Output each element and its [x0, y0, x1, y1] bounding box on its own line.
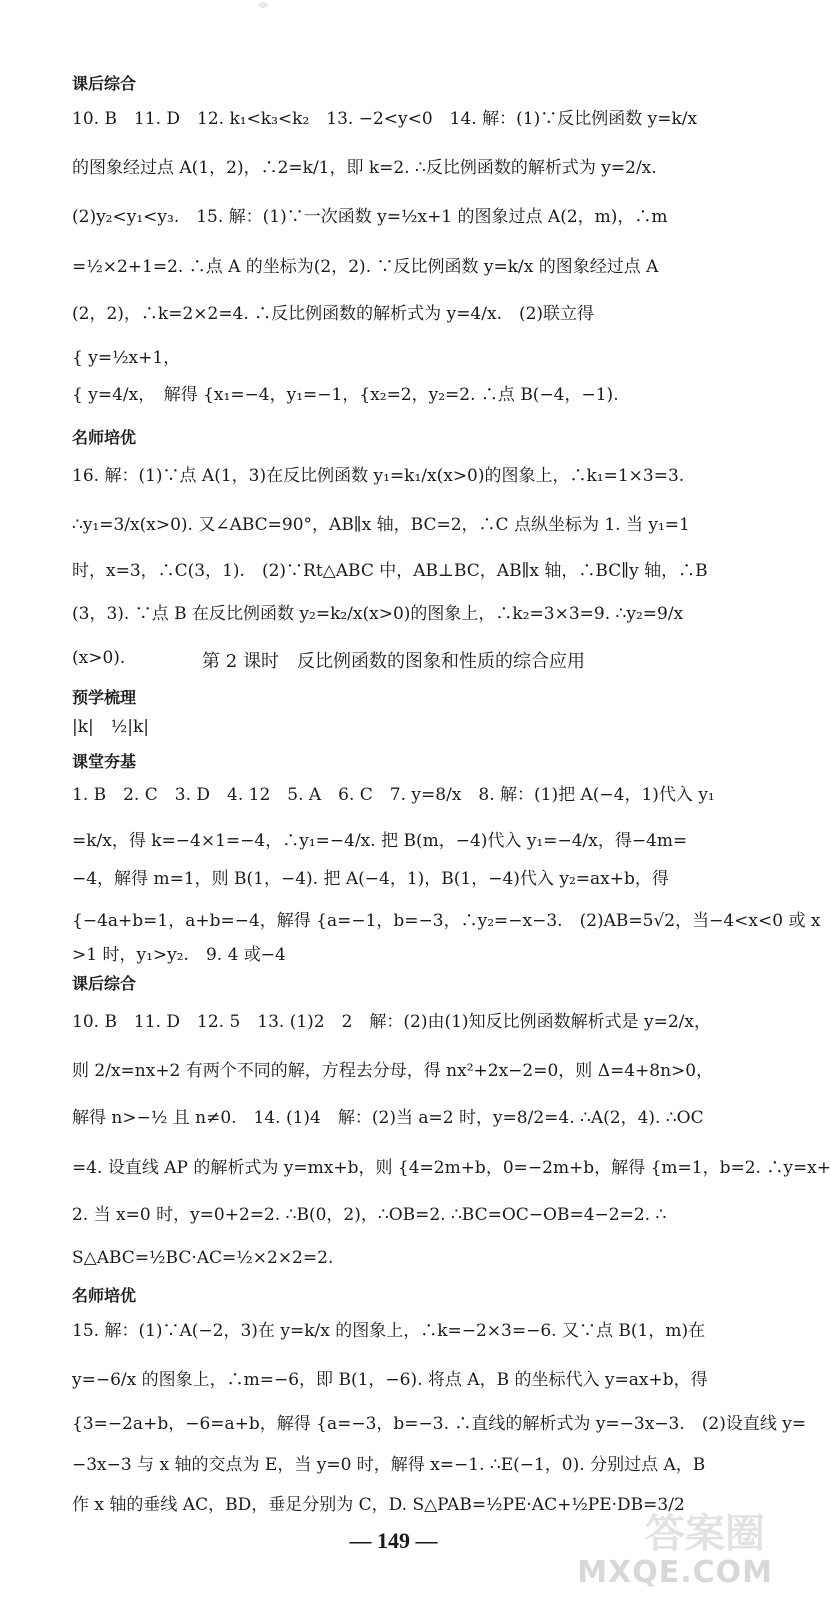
text-line: =k/x，得 k=−4×1=−4，∴y₁=−4/x. 把 B(m，−4)代入 y₁=−4/x，得−4m= — [72, 831, 688, 851]
text-line: −3x−3 与 x 轴的交点为 E，当 y=0 时，解得 x=−1. ∴E(−1，0). 分别过点 A，B — [72, 1455, 706, 1475]
lesson-title: 第 2 课时 反比例函数的图象和性质的综合应用 — [202, 651, 585, 672]
text-line: 解得 n>−½ 且 n≠0. 14. (1)4 解：(2)当 a=2 时，y=8/2=4. ∴A(2，4). ∴OC — [72, 1108, 704, 1128]
section-heading-classroom: 课堂夯基 — [72, 752, 137, 771]
section-heading-master-2: 名师培优 — [72, 1286, 137, 1305]
section-heading-after-class-2: 课后综合 — [72, 974, 137, 993]
watermark-cn: 答案圈 — [645, 1511, 765, 1557]
text-line: ∴y₁=3/x(x>0). 又∠ABC=90°，AB∥x 轴，BC=2，∴C 点纵坐标为 1. 当 y₁=1 — [72, 515, 690, 535]
text-line: { y=½x+1， — [72, 348, 181, 368]
text-line: 10. B 11. D 12. 5 13. (1)2 2 解：(2)由(1)知反比例函数解析式是 y=2/x， — [72, 1012, 711, 1032]
text-line: 15. 解：(1)∵A(−2，3)在 y=k/x 的图象上，∴k=−2×3=−6. 又∵点 B(1，m)在 — [72, 1321, 706, 1341]
text-line: 的图象经过点 A(1，2)，∴2=k/1，即 k=2. ∴反比例函数的解析式为 y=2/x. — [72, 158, 657, 178]
section-heading-after-class: 课后综合 — [72, 74, 137, 93]
text-line: (x>0). — [72, 648, 126, 668]
text-line: y=−6/x 的图象上，∴m=−6，即 B(1，−6). 将点 A，B 的坐标代入 y=ax+b，得 — [72, 1370, 708, 1390]
text-line: 作 x 轴的垂线 AC，BD，垂足分别为 C，D. S△PAB=½PE·AC+½PE·DB=3/2 — [72, 1495, 685, 1515]
section-heading-preview: 预学梳理 — [72, 688, 137, 707]
text-line: (2)y₂<y₁<y₃. 15. 解：(1)∵一次函数 y=½x+1 的图象过点 A(2，m)，∴m — [72, 207, 668, 227]
text-line: −4，解得 m=1，则 B(1，−4). 把 A(−4，1)，B(1，−4)代入 y₂=ax+b，得 — [72, 869, 669, 889]
text-line: {3=−2a+b，−6=a+b，解得 {a=−3，b=−3. ∴直线的解析式为 y=−3x−3. (2)设直线 y= — [72, 1414, 807, 1434]
text-line: =4. 设直线 AP 的解析式为 y=mx+b，则 {4=2m+b，0=−2m+b，解得 {m=1，b=2. ∴y=x+ — [72, 1158, 831, 1178]
text-line: 10. B 11. D 12. k₁<k₃<k₂ 13. −2<y<0 14. 解：(1)∵反比例函数 y=k/x — [72, 109, 698, 129]
watermark-url: MXQE.COM — [577, 1555, 773, 1590]
watermark-logo — [553, 1500, 773, 1596]
text-line: (2，2)，∴k=2×2=4. ∴反比例函数的解析式为 y=4/x. (2)联立得 — [72, 304, 595, 324]
text-line: 则 2/x=nx+2 有两个不同的解，方程去分母，得 nx²+2x−2=0，则 Δ=4+8n>0， — [72, 1061, 714, 1081]
text-line: 2. 当 x=0 时，y=0+2=2. ∴B(0，2)，∴OB=2. ∴BC=OC−OB=4−2=2. ∴ — [72, 1205, 667, 1225]
text-line: (3，3). ∵点 B 在反比例函数 y₂=k₂/x(x>0)的图象上，∴k₂=3×3=9. ∴y₂=9/x — [72, 604, 684, 624]
text-line: >1 时，y₁>y₂. 9. 4 或−4 — [72, 945, 286, 965]
text-line: {−4a+b=1，a+b=−4，解得 {a=−1，b=−3，∴y₂=−x−3. (2)AB=5√2，当−4<x<0 或 x — [72, 911, 821, 931]
text-line: 16. 解：(1)∵点 A(1，3)在反比例函数 y₁=k₁/x(x>0)的图象上，∴k₁=1×3=3. — [72, 466, 685, 486]
text-line: S△ABC=½BC·AC=½×2×2=2. — [72, 1248, 334, 1268]
text-line: { y=4/x， 解得 {x₁=−4，y₁=−1，{x₂=2，y₂=2. ∴点 B(−4，−1). — [72, 385, 619, 405]
text-line: |k| ½|k| — [72, 717, 149, 737]
page-number: — 149 — — [349, 1528, 438, 1553]
text-line: 时，x=3，∴C(3，1). (2)∵Rt△ABC 中，AB⊥BC，AB∥x 轴，∴BC∥y 轴，∴B — [72, 561, 708, 581]
text-line: 1. B 2. C 3. D 4. 12 5. A 6. C 7. y=8/x 8. 解：(1)把 A(−4，1)代入 y₁ — [72, 785, 715, 805]
scan-mark — [258, 2, 268, 8]
text-line: =½×2+1=2. ∴点 A 的坐标为(2，2). ∵反比例函数 y=k/x 的图象经过点 A — [72, 257, 659, 277]
section-heading-master: 名师培优 — [72, 428, 137, 447]
